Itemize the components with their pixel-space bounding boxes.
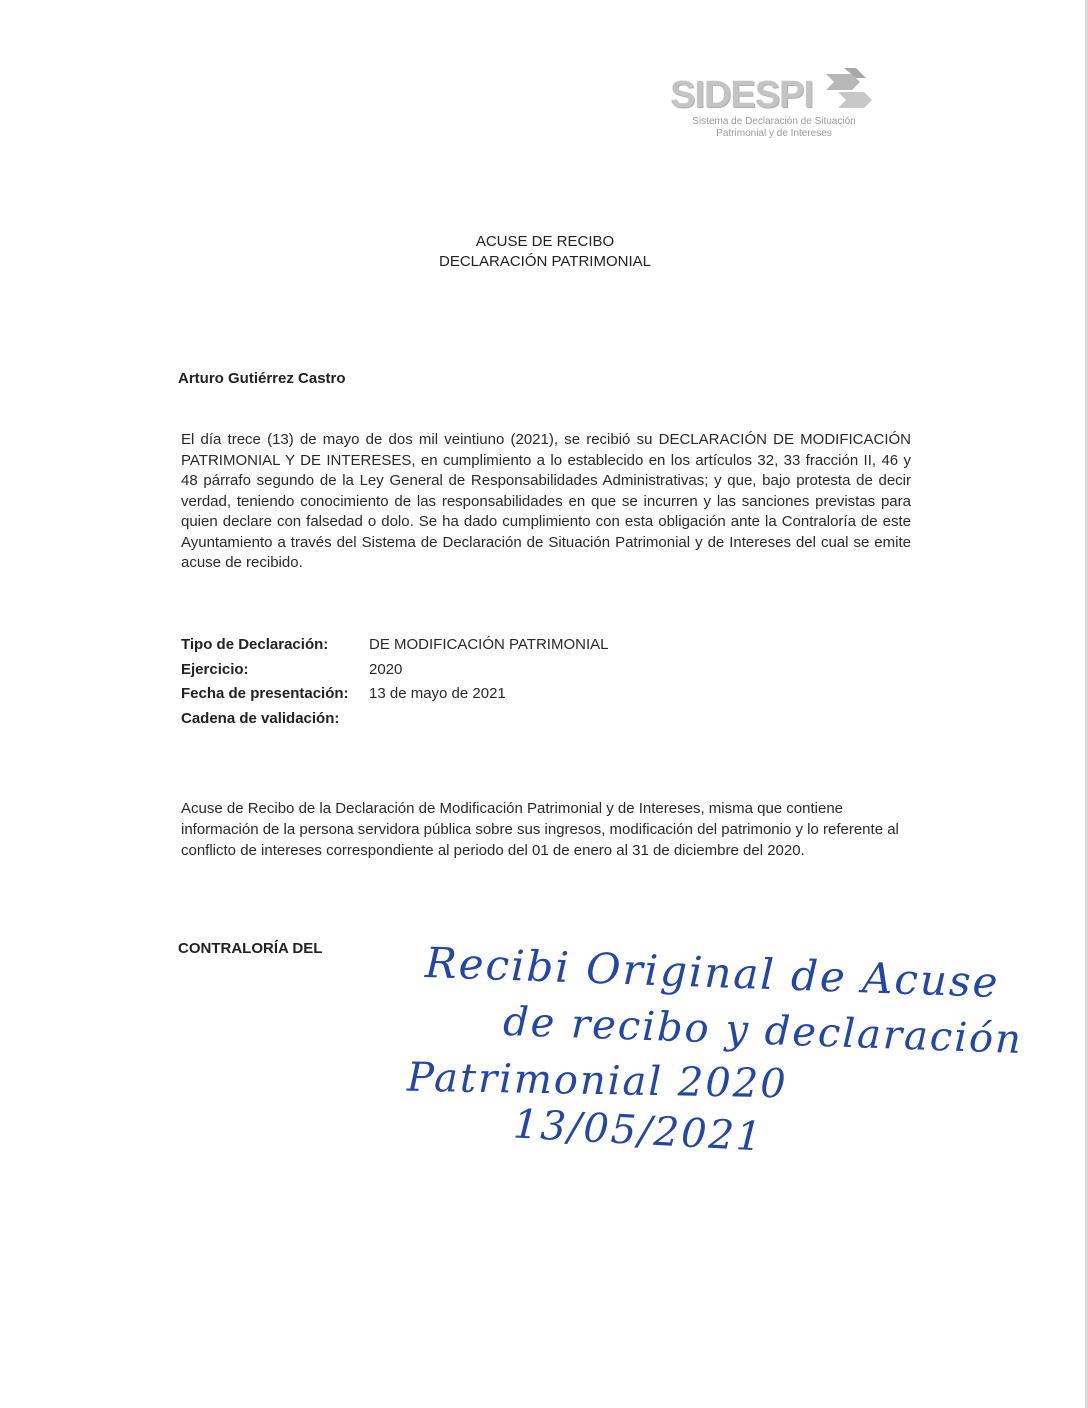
field-label: Fecha de presentación: xyxy=(181,685,349,702)
document-title xyxy=(300,232,790,272)
field-value: 13 de mayo de 2021 xyxy=(369,685,506,702)
field-row-tipo xyxy=(181,636,881,661)
footer-paragraph: Acuse de Recibo de la Declaración de Modificación Patrimonial y de Intereses, misma que contiene información de la persona servidora pública sobre sus ingresos, modificación del patrimonio y lo referente al conflicto de intereses correspondiente al periodo del 01 de enero al 31 de diciembre del 2020. xyxy=(181,800,899,859)
recipient-name: Arturo Gutiérrez Castro xyxy=(178,370,346,387)
handwritten-note xyxy=(395,937,1065,1170)
logo-wordmark: SIDESPI xyxy=(670,74,813,116)
body-paragraph: El día trece (13) de mayo de dos mil veintiuno (2021), se recibió su DECLARACIÓN DE MODIFICACIÓN PATRIMONIAL Y DE INTERESES, en cumplimiento a lo establecido en los artículos 32, 33 fracción II, 46 y 48 párrafo segundo de la Ley General de Responsabilidades Administrativas; y que, bajo protesta de decir verdad, teniendo conocimiento de las responsabilidades en que se incurren y las sanciones previstas para quien declare con falsedad o dolo. Se ha dado cumplimiento con esta obligación ante la Contraloría de este Ayuntamiento a través del Sistema de Declaración de Situación Patrimonial y de Intereses del cual se emite acuse de recibido. xyxy=(181,431,911,571)
handwritten-line3: Patrimonial 2020 xyxy=(406,1054,789,1108)
field-label: Cadena de validación: xyxy=(181,709,340,727)
title-line2: DECLARACIÓN PATRIMONIAL xyxy=(439,253,651,270)
field-row-ejercicio xyxy=(181,661,881,686)
field-label: Tipo de Declaración: xyxy=(181,636,329,653)
logo-subtitle xyxy=(674,116,874,140)
field-value: DE MODIFICACIÓN PATRIMONIAL xyxy=(369,636,609,653)
field-row-fecha xyxy=(181,685,881,710)
field-row-cadena xyxy=(181,710,881,735)
handwritten-line2: de recibo y declaración xyxy=(502,998,1024,1064)
signature-block: CONTRALORÍA DEL xyxy=(178,940,323,957)
arrows-icon xyxy=(822,66,874,116)
title-line1: ACUSE DE RECIBO xyxy=(475,233,615,250)
logo-subtitle-line2: Patrimonial y de Intereses xyxy=(716,128,832,139)
field-label: Ejercicio: xyxy=(181,660,249,678)
declaration-fields xyxy=(181,636,881,734)
logo-subtitle-line1: Sistema de Declaración de Situación xyxy=(692,116,856,127)
field-value: 2020 xyxy=(369,660,403,678)
handwritten-line1: Recibi Original de Acuse xyxy=(424,937,1001,1008)
handwritten-line4: 13/05/2021 xyxy=(511,1101,765,1161)
sidespi-logo xyxy=(662,64,882,144)
